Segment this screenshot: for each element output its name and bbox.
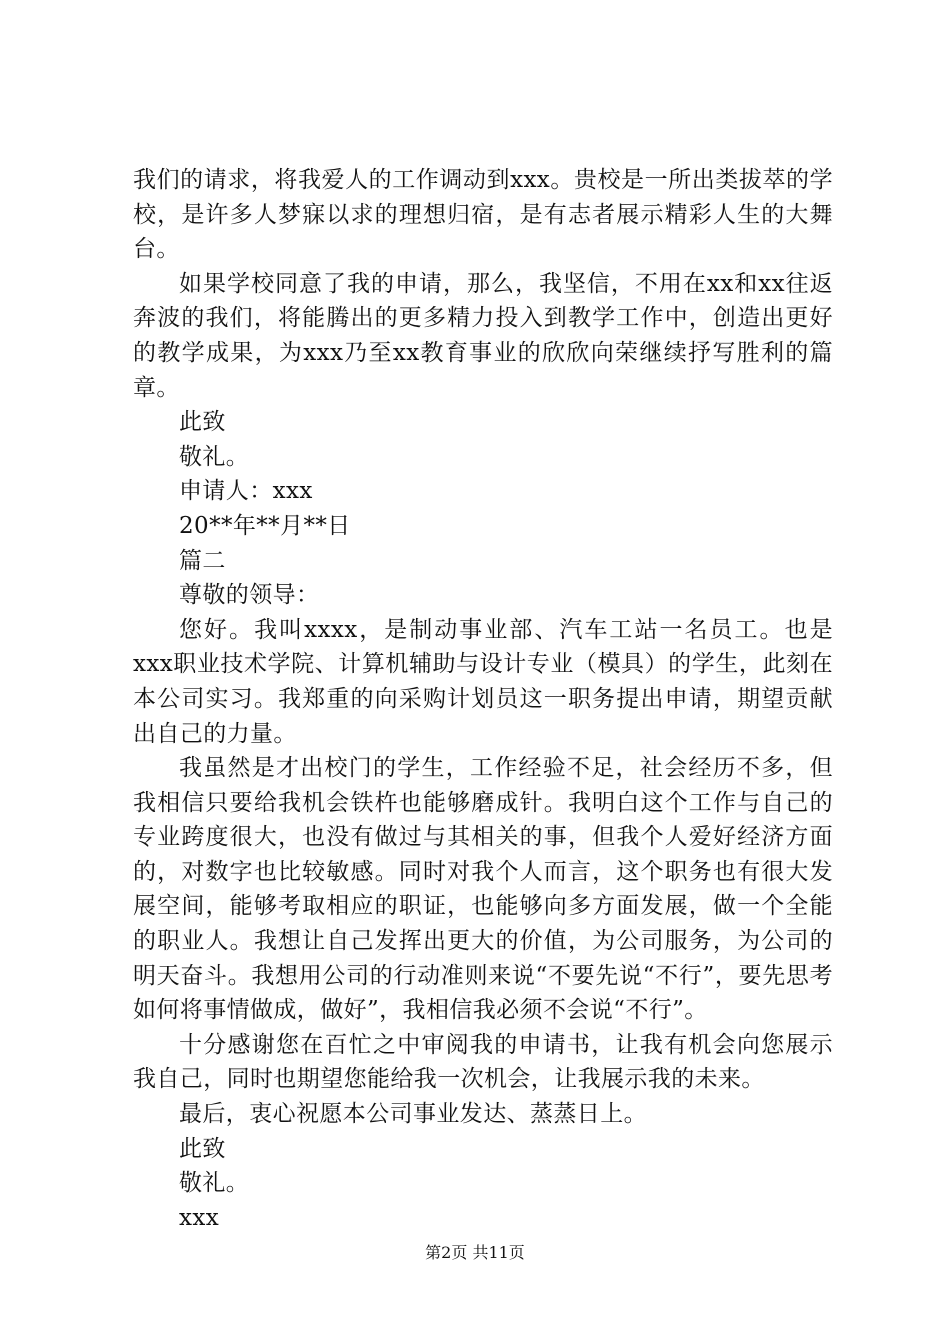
paragraph-introduction: 您好。我叫xxxx，是制动事业部、汽车工站一名员工。也是xxx职业技术学院、计算机辅助与设计专业（模具）的学生，此刻在本公司实习。我郑重的向采购计划员这一职务提出申请，期望贡献出自己的力量。 <box>133 616 833 747</box>
letter-date: 20**年**月**日 <box>179 512 351 539</box>
paragraph-commitment: 如果学校同意了我的申请，那么，我坚信，不用在xx和xx往返奔波的我们，将能腾出的更多精力投入到教学工作中，创造出更好的教学成果，为xxx乃至xx教育事业的欣欣向荣继续抒写胜利的篇章。 <box>133 270 833 401</box>
page-number-footer: 第2页 共11页 <box>425 1243 525 1262</box>
closing-regards: 敬礼。 <box>179 443 250 470</box>
paragraph-motivation: 我虽然是才出校门的学生，工作经验不足，社会经历不多，但我相信只要给我机会铁杵也能够磨成针。我明白这个工作与自己的专业跨度很大，也没有做过与其相关的事，但我个人爱好经济方面的，对数字也比较敏感。同时对我个人而言，这个职务也有很大发展空间，能够考取相应的职证，也能够向多方面发展，做一个全能的职业人。我想让自己发挥出更大的价值，为公司服务，为公司的明天奋斗。我想用公司的行动准则来说“不要先说“不行”，要先思考如何将事情做成，做好”，我相信我必须不会说“不行”。 <box>133 755 833 1024</box>
document-body <box>133 163 833 1235</box>
closing-salutation-2: 此致 <box>179 1135 226 1162</box>
paragraph-thanks: 十分感谢您在百忙之中审阅我的申请书，让我有机会向您展示我自己，同时也期望您能给我一次机会，让我展示我的未来。 <box>133 1031 833 1093</box>
closing-regards-2: 敬礼。 <box>179 1170 250 1197</box>
applicant-signature: 申请人：xxx <box>179 478 313 505</box>
paragraph-request-continuation: 我们的请求，将我爱人的工作调动到xxx。贵校是一所出类拔萃的学校，是许多人梦寐以求的理想归宿，是有志者展示精彩人生的大舞台。 <box>133 167 833 263</box>
signature-2: xxx <box>179 1204 220 1231</box>
letter-greeting: 尊敬的领导： <box>179 582 320 609</box>
closing-salutation: 此致 <box>179 409 226 436</box>
section-heading: 篇二 <box>179 547 226 574</box>
paragraph-wishes: 最后，衷心祝愿本公司事业发达、蒸蒸日上。 <box>179 1101 647 1128</box>
